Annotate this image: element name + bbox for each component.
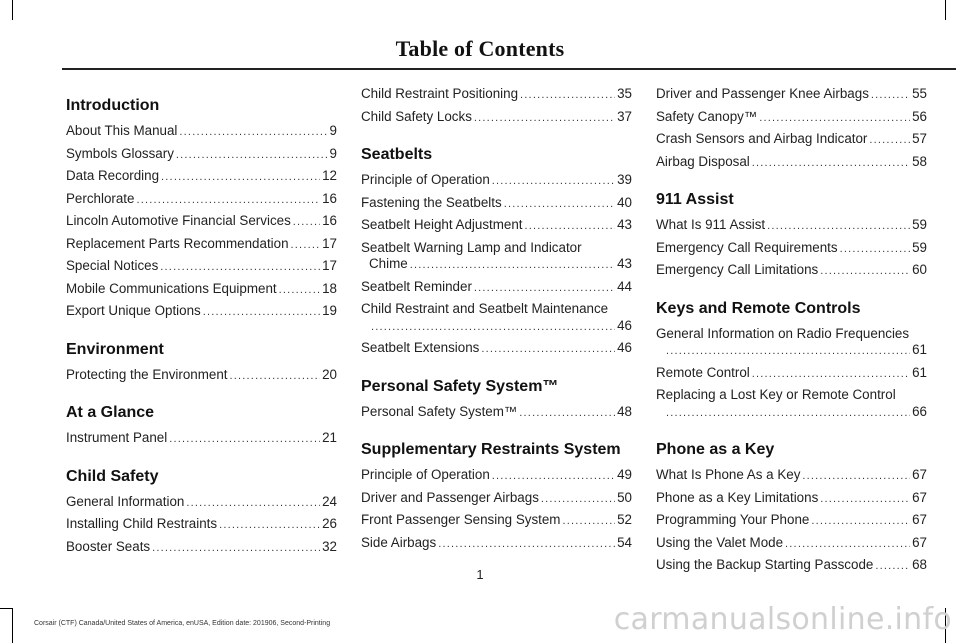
toc-entry[interactable] <box>361 279 632 297</box>
dot-leader <box>666 405 910 422</box>
dot-leader <box>871 87 910 104</box>
toc-entry-page: 17 <box>322 235 337 251</box>
crop-mark-top-right-v <box>945 0 946 20</box>
toc-entry[interactable] <box>361 172 632 190</box>
section-heading: Keys and Remote Controls <box>656 299 861 317</box>
toc-entry[interactable] <box>656 326 927 360</box>
toc-entry[interactable] <box>361 512 632 530</box>
dot-leader <box>802 468 910 485</box>
toc-entry-page: 57 <box>912 131 927 146</box>
toc-entry-title: Emergency Call Requirements <box>656 239 838 255</box>
toc-entry-page: 67 <box>912 534 927 550</box>
page-number: 1 <box>476 567 484 582</box>
toc-entry-title: General Information <box>66 493 185 509</box>
dot-leader <box>752 366 910 383</box>
toc-entry-page: 46 <box>617 340 632 355</box>
section-heading: Environment <box>66 340 164 358</box>
dot-leader <box>230 368 321 385</box>
toc-entry-page: 16 <box>322 213 337 228</box>
toc-entry-title: Protecting the Environment <box>66 366 228 382</box>
toc-entry-title: Phone as a Key Limitations <box>656 489 819 505</box>
dot-leader <box>219 517 320 534</box>
toc-entry-title: Seatbelt Height Adjustment <box>361 217 523 232</box>
dot-leader <box>169 431 320 448</box>
toc-entry[interactable] <box>656 512 927 530</box>
toc-entry-title: Fastening the Seatbelts <box>361 194 502 210</box>
toc-entry[interactable] <box>361 195 632 213</box>
toc-entry[interactable] <box>656 467 927 485</box>
toc-entry-title: Airbag Disposal <box>656 153 750 169</box>
toc-entry-page: 60 <box>912 262 927 277</box>
toc-entry[interactable] <box>656 217 927 235</box>
toc-entry[interactable] <box>361 535 632 553</box>
toc-entry[interactable] <box>361 467 632 485</box>
toc-entry[interactable] <box>656 387 927 421</box>
toc-entry-page: 39 <box>617 172 632 187</box>
dot-leader <box>562 513 615 530</box>
toc-entry-page: 56 <box>912 108 927 124</box>
toc-entry-title: Installing Child Restraints <box>66 516 218 531</box>
toc-entry-title: Symbols Glossary <box>66 145 174 161</box>
toc-entry[interactable] <box>361 404 632 422</box>
toc-entry-title: Crash Sensors and Airbag Indicator <box>656 131 868 146</box>
dot-leader <box>160 259 320 276</box>
toc-entry-page: 49 <box>617 467 632 482</box>
toc-entry-title: Replacement Parts Recommendation <box>66 235 289 251</box>
toc-entry[interactable] <box>66 494 337 512</box>
toc-entry-page: 54 <box>617 534 632 550</box>
dot-leader <box>759 110 910 127</box>
section-heading: 911 Assist <box>656 191 734 208</box>
toc-entry[interactable] <box>66 236 337 254</box>
dot-leader <box>504 196 615 213</box>
toc-entry[interactable] <box>656 86 927 104</box>
toc-entry[interactable] <box>361 490 632 508</box>
section-heading: Seatbelts <box>361 146 433 163</box>
toc-entry-title: Emergency Call Limitations <box>656 262 819 277</box>
toc-entry-page: 44 <box>617 278 632 294</box>
toc-entry[interactable] <box>66 281 337 299</box>
crop-mark-bottom-left-h <box>0 608 13 609</box>
dot-leader <box>179 124 327 141</box>
dot-leader <box>519 405 615 422</box>
dot-leader <box>371 319 615 336</box>
toc-entry[interactable] <box>656 535 927 553</box>
toc-entry-title: Seatbelt Warning Lamp and Indicator <box>361 239 582 255</box>
toc-entry-title: Lincoln Automotive Financial Services <box>66 213 291 228</box>
toc-entry-title: Seatbelt Reminder <box>361 278 472 294</box>
toc-entry[interactable] <box>361 240 632 274</box>
toc-entry[interactable] <box>361 109 632 127</box>
toc-entry-title: Driver and Passenger Knee Airbags <box>656 86 869 101</box>
toc-entry-page: 37 <box>617 108 632 124</box>
crop-mark-top-left-v <box>12 0 13 20</box>
toc-entry[interactable] <box>66 191 337 209</box>
toc-entry-title: Using the Valet Mode <box>656 534 784 550</box>
dot-leader <box>481 341 615 358</box>
toc-entry[interactable] <box>66 258 337 276</box>
toc-entry-page: 52 <box>617 512 632 527</box>
toc-entry[interactable] <box>361 217 632 235</box>
toc-entry[interactable] <box>66 303 337 321</box>
section-heading: Personal Safety System™ <box>361 377 559 395</box>
toc-entry[interactable] <box>66 516 337 534</box>
toc-entry-title: Child Restraint and Seatbelt Maintenance <box>361 301 609 316</box>
dot-leader <box>186 495 320 512</box>
toc-entry-page: 59 <box>912 217 927 232</box>
toc-entry-title: Front Passenger Sensing System <box>361 512 561 527</box>
toc-entry-page: 20 <box>322 366 337 382</box>
toc-entry-title: Special Notices <box>66 258 159 273</box>
page-title: Table of Contents <box>395 36 565 61</box>
toc-entry-page: 67 <box>912 512 927 527</box>
toc-entry-page: 9 <box>329 145 337 161</box>
dot-leader <box>474 110 615 127</box>
toc-entry-title: Remote Control <box>656 364 750 380</box>
crop-mark-bottom-left-v <box>12 608 13 643</box>
toc-column-1 <box>66 86 337 561</box>
dot-leader <box>293 214 320 231</box>
toc-entry-page: 61 <box>912 342 927 357</box>
toc-entry-page: 24 <box>322 493 337 509</box>
dot-leader <box>279 282 320 299</box>
dot-leader <box>152 540 320 557</box>
dot-leader <box>203 304 320 321</box>
watermark: carmanualsonline.info <box>613 602 952 637</box>
section-heading: Introduction <box>66 97 160 114</box>
toc-entry-page: 67 <box>912 467 927 482</box>
dot-leader <box>176 147 328 164</box>
toc-entry-page: 17 <box>322 258 337 273</box>
toc-entry-title: Perchlorate <box>66 190 135 206</box>
toc-entry-page: 68 <box>912 557 927 572</box>
section-heading: Phone as a Key <box>656 441 775 458</box>
toc-entry-title: Seatbelt Extensions <box>361 340 480 355</box>
dot-leader <box>767 218 910 235</box>
toc-entry-title: Principle of Operation <box>361 172 490 187</box>
dot-leader <box>492 173 615 190</box>
footer-edition-text: Corsair (CTF) Canada/United States of America, enUSA, Edition date: 201906, Second-Printing <box>34 620 331 627</box>
toc-entry-page: 61 <box>912 364 927 380</box>
toc-entry-page: 67 <box>912 489 927 505</box>
toc-entry-title: Side Airbags <box>361 534 437 550</box>
dot-leader <box>541 491 615 508</box>
dot-leader <box>520 87 615 104</box>
toc-entry-page: 9 <box>329 123 337 138</box>
dot-leader <box>840 241 911 258</box>
toc-entry[interactable] <box>656 490 927 508</box>
toc-entry-title: What Is Phone As a Key <box>656 467 801 482</box>
toc-entry-page: 43 <box>617 256 632 271</box>
dot-leader <box>811 513 910 530</box>
toc-entry[interactable] <box>656 131 927 149</box>
toc-entry[interactable] <box>361 301 632 335</box>
section-heading: Supplementary Restraints System <box>361 441 621 458</box>
dot-leader <box>869 132 910 149</box>
toc-entry-page: 40 <box>617 194 632 210</box>
section-heading: Child Safety <box>66 467 159 485</box>
toc-entry-page: 18 <box>322 280 337 296</box>
dot-leader <box>525 218 616 235</box>
toc-entry-page: 46 <box>617 317 632 333</box>
toc-entry-page: 43 <box>617 217 632 232</box>
dot-leader <box>136 192 320 209</box>
toc-entry-title: About This Manual <box>66 123 178 138</box>
toc-column-3 <box>656 86 927 580</box>
toc-entry-title: Booster Seats <box>66 538 151 554</box>
toc-entry-title-continued: Chime <box>369 256 408 271</box>
toc-entry[interactable] <box>656 262 927 280</box>
dot-leader <box>474 280 615 297</box>
toc-entry-title: Mobile Communications Equipment <box>66 280 277 296</box>
toc-entry[interactable] <box>66 430 337 448</box>
toc-entry-page: 48 <box>617 403 632 419</box>
toc-entry-title: Programming Your Phone <box>656 512 810 527</box>
toc-entry[interactable] <box>66 168 337 186</box>
toc-entry-page: 55 <box>912 86 927 101</box>
toc-entry-page: 58 <box>912 153 927 169</box>
dot-leader <box>492 468 615 485</box>
toc-entry[interactable] <box>361 86 632 104</box>
toc-entry-page: 59 <box>912 239 927 255</box>
toc-entry-title: Principle of Operation <box>361 467 490 482</box>
toc-entry-page: 32 <box>322 538 337 554</box>
toc-entry-title: What Is 911 Assist <box>656 217 766 232</box>
header-rule <box>62 68 956 70</box>
toc-entry-page: 50 <box>617 489 632 505</box>
toc-entry[interactable] <box>66 367 337 385</box>
dot-leader <box>438 536 615 553</box>
toc-entry-title: Child Restraint Positioning <box>361 86 519 101</box>
toc-entry-title: Instrument Panel <box>66 430 168 445</box>
toc-entry-title: Safety Canopy™ <box>656 108 758 124</box>
toc-entry-page: 35 <box>617 86 632 101</box>
toc-entry[interactable] <box>656 154 927 172</box>
toc-entry-title: Replacing a Lost Key or Remote Control <box>656 387 896 402</box>
dot-leader <box>785 536 910 553</box>
toc-entry[interactable] <box>66 146 337 164</box>
toc-entry-title: General Information on Radio Frequencies <box>656 325 910 341</box>
toc-entry[interactable] <box>656 365 927 383</box>
dot-leader <box>410 257 615 274</box>
toc-entry-title: Driver and Passenger Airbags <box>361 489 539 505</box>
toc-entry-title: Using the Backup Starting Passcode <box>656 557 874 572</box>
toc-entry-page: 19 <box>322 303 337 318</box>
toc-entry-page: 21 <box>322 430 337 445</box>
toc-entry[interactable] <box>656 109 927 127</box>
toc-entry[interactable] <box>66 123 337 141</box>
toc-entry[interactable] <box>361 340 632 358</box>
toc-entry-page: 16 <box>322 190 337 206</box>
toc-entry[interactable] <box>66 539 337 557</box>
toc-entry-page: 26 <box>322 516 337 531</box>
toc-entry-title: Data Recording <box>66 168 160 183</box>
dot-leader <box>161 169 320 186</box>
dot-leader <box>666 343 910 360</box>
toc-entry[interactable] <box>66 213 337 231</box>
toc-entry-title: Personal Safety System™ <box>361 403 518 419</box>
toc-entry-title: Child Safety Locks <box>361 108 472 124</box>
dot-leader <box>291 237 321 254</box>
toc-column-2 <box>361 86 632 557</box>
dot-leader <box>752 155 910 172</box>
toc-entry-page: 66 <box>912 403 927 419</box>
section-heading: At a Glance <box>66 404 155 421</box>
toc-entry-title: Export Unique Options <box>66 303 201 318</box>
toc-entry[interactable] <box>656 240 927 258</box>
dot-leader <box>820 263 910 280</box>
dot-leader <box>820 491 910 508</box>
toc-entry-page: 12 <box>322 168 337 183</box>
